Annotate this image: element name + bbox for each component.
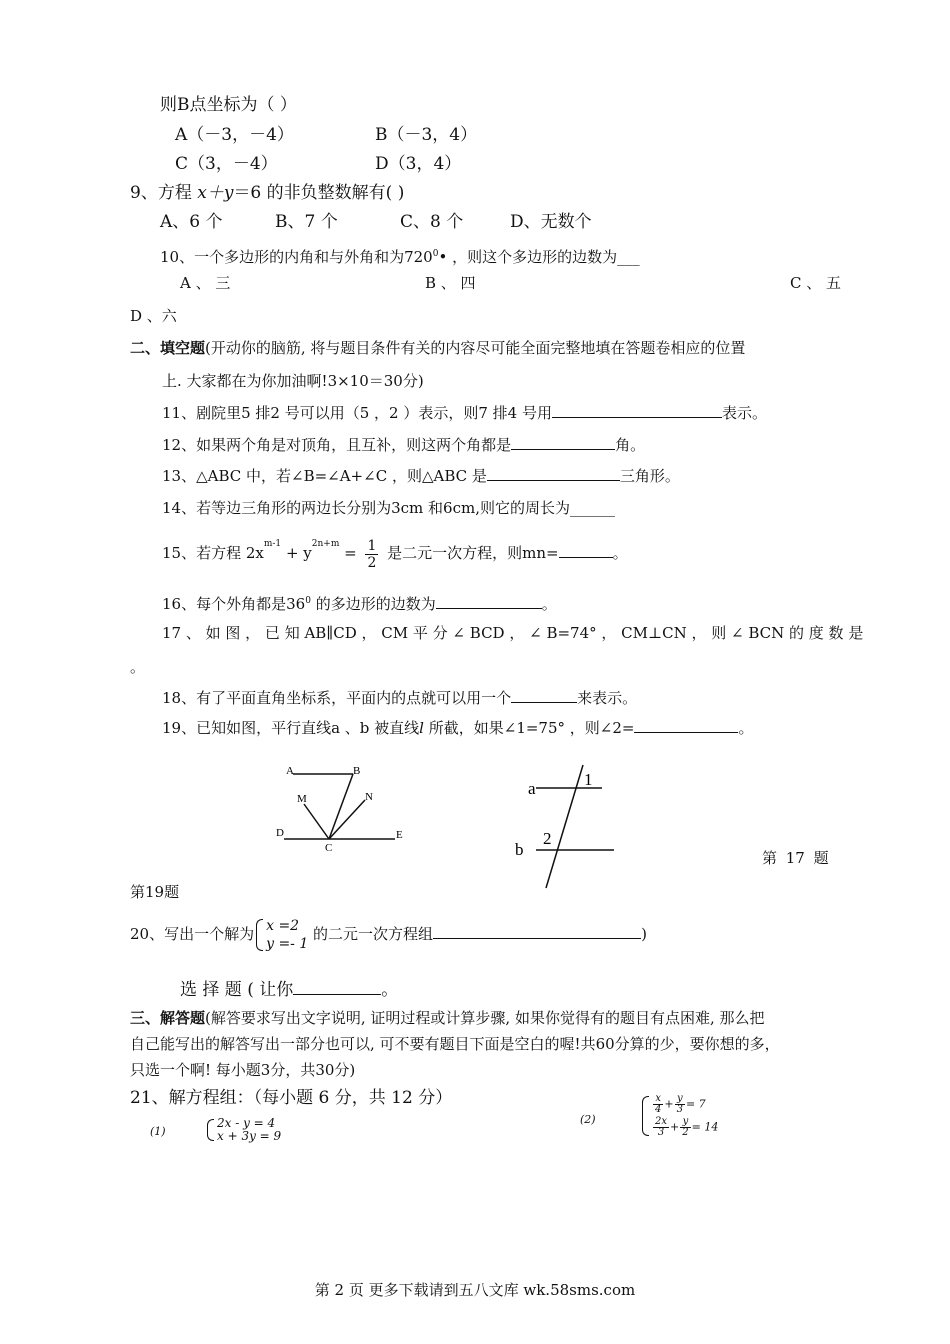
q15-fraction (365, 538, 378, 571)
fig19-angle-2: 2 (543, 829, 552, 848)
fig17-label-B: B (353, 765, 361, 777)
q20 (130, 914, 647, 956)
q11-answer-blank[interactable] (552, 403, 722, 418)
q15-post: 是二元一次方程，则mn= (382, 544, 559, 562)
q15-denominator: 2 (367, 554, 377, 571)
q20-sys-line2: y =- 1 (266, 936, 309, 952)
q15-eq: = (339, 544, 362, 562)
q10-option-d: D 、六 (130, 307, 177, 325)
q16-post: 。 (541, 595, 557, 613)
q21-part1-eq1: 2x - y = 4 (217, 1116, 276, 1130)
q21-part2-eq1: $\frac{x}{4}$ + $\frac{y}{3}$ = 7 (655, 1093, 706, 1115)
q21-part2-eq1-n2: y (675, 1094, 685, 1105)
q19-post: 。 (738, 719, 754, 737)
q21-part2-system (640, 1094, 718, 1138)
q21-part1-eq2: x + 3y = 9 (217, 1129, 282, 1143)
q10-option-b: B 、 四 (425, 274, 476, 292)
q18-pre: 18、有了平面直角坐标系，平面内的点就可以用一个 (162, 689, 512, 707)
q21-part2-eq1-frac1 (653, 1094, 663, 1115)
q9-stem (130, 183, 404, 203)
q9-stem-pre: 9、方程 (130, 183, 198, 203)
q8-stem: 则B点坐标为（ ） (160, 95, 297, 115)
choose-blank[interactable] (293, 980, 381, 995)
section3-desc3: 只选一个啊! 每小题3分，共30分) (130, 1061, 356, 1079)
q9-option-a: A、6 个 (160, 212, 223, 232)
q21-part2-eq1-n1: x (653, 1094, 663, 1105)
q20-solution-system (254, 917, 308, 953)
choose-line (180, 980, 398, 1000)
q21-part2-eq1-rhs: = 7 (685, 1097, 706, 1111)
q9-stem-post: ＝6 的非负整数解有( ) (233, 183, 405, 203)
section3-desc2: 自己能写出的解答写出一部分也可以, 可不要有题目下面是空白的喔!共60分算的少，要你想的多， (130, 1035, 780, 1053)
q13 (162, 466, 680, 486)
q12-pre: 12、如果两个角是对顶角，且互补，则这两个角都是 (162, 436, 512, 454)
q19-mid: 所截，如果∠1=75° ，则∠2= (423, 719, 635, 737)
q10-stem-post: • ，则这个多边形的边数为___ (438, 248, 640, 266)
q15-end: 。 (612, 544, 628, 562)
q15-answer-blank[interactable] (559, 543, 613, 558)
q8-option-a: A（－3，－4） (175, 125, 294, 145)
q9-option-b: B、7 个 (275, 212, 338, 232)
q20-answer-blank[interactable] (433, 924, 641, 939)
choose-end: 。 (381, 980, 399, 1000)
q21-part2-eq1-d2: 3 (676, 1104, 683, 1115)
q9-stem-math: x＋y (197, 183, 234, 203)
q17-line2: 。 (130, 658, 146, 676)
q18-post: 来表示。 (577, 689, 638, 707)
q10-stem-sup: 0 (432, 249, 439, 259)
section3-title: 三、解答题 (130, 1009, 206, 1027)
q20-end: ) (641, 925, 647, 943)
q19-l: l (419, 719, 424, 737)
q21-part2-eq2: $\frac{2x}{3}$ + $\frac{y}{2}$ = 14 (655, 1116, 719, 1138)
q12 (162, 435, 645, 455)
q18 (162, 688, 637, 708)
q21-stem: 21、解方程组：（每小题 6 分，共 12 分） (130, 1088, 453, 1108)
fig17-label-C: C (325, 842, 333, 854)
q10-option-a: A 、 三 (180, 274, 231, 292)
section2-heading (130, 338, 745, 358)
q16-pre: 16、每个外角都是36 (162, 595, 306, 613)
q15 (162, 537, 628, 571)
q18-answer-blank[interactable] (511, 688, 577, 703)
q21-part2-eq1-frac2 (675, 1094, 685, 1115)
q21-part2-eq2-frac1 (653, 1117, 669, 1138)
section2-desc1: (开动你的脑筋, 将与题目条件有关的内容尽可能全面完整地填在答题卷相应的位置 (205, 339, 746, 357)
fig19-label-b: b (515, 840, 524, 859)
q21-part2-label: (2) (580, 1113, 596, 1126)
q12-answer-blank[interactable] (511, 435, 615, 450)
q21-part1-label: (1) (150, 1125, 166, 1138)
fig17-label-E: E (396, 829, 403, 841)
q21-part2-eq2-d2: 2 (682, 1127, 689, 1138)
q19-answer-blank[interactable] (634, 718, 738, 733)
q21-part2-eq1-d1: 4 (655, 1104, 662, 1115)
q10-stem-pre: 10、一个多边形的内角和与外角和为720 (160, 248, 433, 266)
q20-post: 的二元一次方程组 (308, 925, 434, 943)
fig17-label-N: N (365, 791, 373, 803)
choose-text: 选 择 题 ( 让你 (180, 980, 294, 1000)
q11-post: 表示。 (721, 404, 767, 422)
q21-part1-system (205, 1117, 281, 1143)
fig19-caption: 第 17 题 (762, 849, 829, 867)
q10-stem (160, 244, 640, 267)
q11 (162, 403, 767, 423)
q9-option-c: C、8 个 (400, 212, 464, 232)
q14: 14、若等边三角形的两边长分别为3cm 和6cm,则它的周长为______ (162, 499, 615, 517)
q8-option-b: B（－3，4） (375, 125, 478, 145)
q21-part2-eq2-n2: y (680, 1117, 690, 1128)
q20-sys-line1: x =2 (266, 918, 300, 934)
q9-option-d: D、无数个 (510, 212, 592, 232)
q16-sup: 0 (305, 596, 311, 606)
fig19-label-a: a (528, 779, 536, 798)
fig17-label-D: D (276, 827, 284, 839)
q15-mid: + y (281, 544, 312, 562)
fig17-caption: 第19题 (130, 883, 180, 901)
q15-pre: 15、若方程 2x (162, 544, 264, 562)
q21-part2-brace (640, 1094, 718, 1138)
page-footer: 第 2 页 更多下载请到五八文库 wk.58sms.com (314, 1281, 636, 1299)
q16 (162, 591, 557, 614)
q15-exp2: 2n+m (311, 539, 340, 549)
q8-option-c: C（3，－4） (175, 154, 278, 174)
figure-q19 (510, 760, 620, 895)
q20-pre: 20、写出一个解为 (130, 925, 255, 943)
section2-desc2: 上. 大家都在为你加油啊!3×10＝30分) (162, 372, 424, 390)
q21-part1-brace (205, 1117, 281, 1143)
q8-option-d: D（3，4） (375, 154, 462, 174)
q15-numerator: 1 (367, 537, 377, 554)
section3-desc1: (解答要求写出文字说明, 证明过程或计算步骤, 如果你觉得有的题目有点困难, 那么把 (205, 1009, 765, 1027)
fig19-angle-1: 1 (584, 770, 593, 789)
q12-post: 角。 (615, 436, 646, 454)
q21-part2-eq2-rhs: = 14 (691, 1120, 719, 1134)
q10-option-c: C 、 五 (790, 274, 842, 292)
q16-mid: 的多边形的边数为 (310, 595, 436, 613)
fig17-label-A: A (286, 765, 294, 777)
q17-line1: 17 、 如 图 ， 已 知 AB∥CD ， CM 平 分 ∠ BCD ， ∠ B=74° ， CM⊥CN ， 则 ∠ BCN 的 度 数 是 (162, 624, 864, 642)
q13-answer-blank[interactable] (487, 466, 620, 481)
section3-heading (130, 1008, 764, 1028)
q11-pre: 11、剧院里5 排2 号可以用（5 ，2 ）表示，则7 排4 号用 (162, 404, 552, 422)
q13-pre: 13、△ABC 中，若∠B=∠A+∠C ，则△ABC 是 (162, 467, 487, 485)
q21-part2-eq2-frac2 (680, 1117, 690, 1138)
q19-pre: 19、已知如图，平行直线a 、b 被直线 (162, 719, 420, 737)
fig17-label-M: M (297, 793, 307, 805)
section2-title: 二、填空题 (130, 339, 206, 357)
q16-answer-blank[interactable] (436, 594, 542, 609)
figure-q17 (270, 760, 420, 855)
q19 (162, 718, 753, 738)
q21-part2-eq2-n1: 2x (655, 1116, 668, 1127)
q15-exp1: m-1 (263, 539, 282, 549)
q21-part2-eq2-d1: 3 (657, 1127, 665, 1138)
q13-post: 三角形。 (619, 467, 680, 485)
